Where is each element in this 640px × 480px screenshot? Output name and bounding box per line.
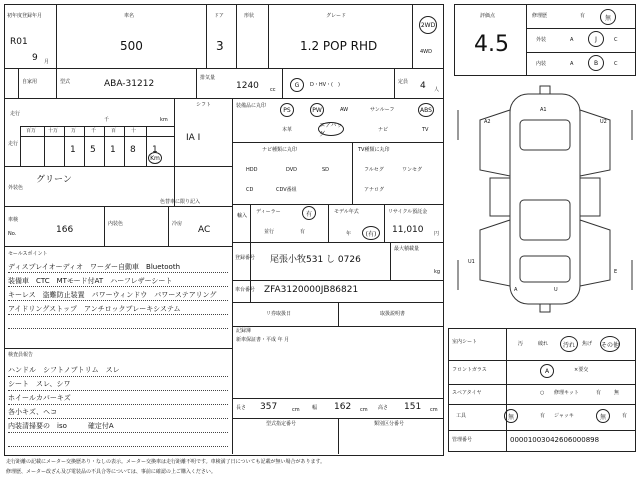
interior-label: 内装 — [536, 61, 547, 67]
color-value: グリーン — [36, 175, 72, 185]
tv-analog: アナログ — [364, 187, 385, 193]
option-line-4: アイドリングストップ アンチロックブレーキシステム — [8, 305, 181, 313]
mileage-col-3: 万 — [71, 128, 77, 134]
exterior-a: A — [570, 37, 574, 43]
year-label: 初年度登録年月 — [7, 13, 43, 19]
model-year-circle: (有) — [362, 226, 380, 240]
interior-grade: B — [588, 55, 604, 71]
chassis-label: 車台番号 — [235, 287, 256, 293]
registration-value: 尾張小牧531 し 0726 — [270, 255, 361, 265]
tools-opt-yes: 有 — [540, 413, 546, 419]
recycle-ticket: リ券取扱日 — [266, 311, 292, 317]
width: 162 — [334, 402, 352, 412]
navi-sd: SD — [322, 167, 330, 173]
defect-line-4: 各小キズ、ヘコ — [8, 408, 58, 416]
equip-abs: ABS — [418, 103, 434, 117]
displacement-label: 排気量 — [200, 75, 216, 81]
diagram-mark-u1: U1 — [468, 259, 475, 265]
equip-ps: PS — [280, 103, 294, 117]
repair-label: 修理歴 — [532, 13, 548, 19]
jack-opt-yes: 有 — [622, 413, 628, 419]
footer-line-1: 走行距離の記載にメーター交換歴あり・なしの表示。メーター交換車は走行距離不明です。車検満了日についても記載が無い場合があります。 — [6, 459, 326, 465]
mileage-col-5: 百 — [111, 128, 117, 134]
mileage-unit-km: km — [160, 117, 168, 123]
interior-color-label: 内装色 — [108, 221, 124, 227]
tools-label: 工具 — [456, 413, 467, 419]
equip-tv: TV — [422, 127, 429, 133]
mileage-unit: 千 — [104, 117, 110, 123]
mgmt-label: 管理番号 — [452, 437, 473, 443]
diagram-mark-e: E — [614, 269, 618, 275]
seat-opt-5: その他 — [600, 336, 620, 352]
mileage-title: 走行 — [10, 111, 21, 117]
aircon-label: 冷房 — [172, 221, 183, 227]
model-year-unit: 年 — [346, 231, 352, 237]
exterior-grade: J — [588, 31, 604, 47]
defect-line-5: 内装清掃要の iso 確定付A — [8, 422, 114, 430]
glass-opt-replace: ×要交 — [574, 367, 589, 373]
option-line-2: 装備車 CTC MTモード付AT ハーフレザーシート — [8, 277, 173, 285]
car-outline-icon — [454, 80, 636, 320]
defect-line-3: ホイールカバーキズ — [8, 394, 71, 402]
cc-unit: cc — [270, 87, 276, 93]
equip-leather: 本革 — [282, 127, 293, 133]
seats-unit: 人 — [434, 87, 440, 93]
equip-pw: PW — [310, 103, 324, 117]
import-label: 輸入 — [237, 213, 248, 219]
month-value: 9 — [32, 53, 38, 63]
exterior-c: C — [614, 37, 618, 43]
spare-opt-2: 修理キット — [554, 390, 579, 396]
repair-opt-yes: 有 — [580, 13, 586, 19]
weight-label: 最大積載量 — [394, 246, 420, 252]
score: 4.5 — [474, 32, 509, 57]
color-note: 色替車に限り記入 — [160, 199, 201, 205]
navi-dvd: DVD — [286, 167, 298, 173]
height-unit: cm — [430, 407, 438, 413]
diagram-mark-u: U — [554, 287, 558, 293]
spare-label: スペアタイヤ — [452, 390, 482, 396]
year-value: R01 — [10, 37, 28, 47]
exterior-label: 外装 — [536, 37, 547, 43]
fuel-gas-circle: G — [290, 78, 304, 92]
mileage-digit-5: 1 — [152, 145, 158, 155]
mileage-col-2: 十万 — [48, 128, 59, 134]
equip-sunroof: サンルーフ — [370, 107, 395, 113]
registration-label: 登録番号 — [235, 255, 256, 261]
seat-opt-4: 焦げ — [582, 341, 593, 347]
doors: 3 — [216, 39, 224, 53]
spare-opt-4: 無 — [614, 390, 620, 396]
shift-value: IA I — [186, 133, 201, 143]
tv-title: TV種類に丸印 — [358, 147, 390, 153]
cert-no: No. — [8, 231, 17, 237]
options-title: セールスポイント — [8, 251, 48, 257]
mgmt-number: 00001003042606000898 — [510, 436, 600, 444]
seats-label: 定員 — [398, 79, 409, 85]
equipment-title: 装備品に丸印 — [236, 103, 267, 109]
dealer-ari: 有 — [300, 229, 306, 235]
diagram-mark-u2: U2 — [600, 119, 607, 125]
equip-aw: AW — [340, 107, 349, 113]
length: 357 — [260, 402, 278, 412]
cert-number: 166 — [56, 225, 74, 235]
tools-opt-no: 無 — [504, 409, 518, 423]
width-label: 幅 — [312, 405, 318, 411]
spare-opt-3: 有 — [596, 390, 602, 396]
navi-cd: CD — [246, 187, 254, 193]
model: ABA-31212 — [104, 79, 155, 89]
color-label: 外装色 — [8, 185, 24, 191]
mileage-col-4: 千 — [91, 128, 97, 134]
equip-airbag: エアバッグ — [319, 122, 343, 138]
type-label: 型式指定番号 — [266, 421, 297, 427]
mileage-digit-3: 1 — [110, 145, 116, 155]
diagram-mark-a1: A1 — [540, 107, 547, 113]
manual-label: 取扱説明書 — [380, 311, 406, 317]
glass-label: フロントガラス — [452, 367, 487, 373]
fuel-other: D・HV・( ) — [310, 82, 340, 88]
model-label: 型式 — [60, 79, 71, 85]
length-unit: cm — [292, 407, 300, 413]
grade-label: グレード — [326, 13, 347, 19]
equip-navi: ナビ — [378, 127, 389, 133]
mileage-col-1: 百万 — [26, 128, 37, 134]
dealer-circle: 有 — [302, 206, 316, 220]
recycle-label: リサイクル預託金 — [388, 209, 428, 215]
interior-a: A — [570, 61, 574, 67]
car-diagram — [454, 80, 636, 320]
navi-hdd: HDD — [246, 167, 258, 173]
defects-title: 検査員報告 — [8, 352, 34, 358]
month-unit: 月 — [44, 59, 50, 65]
seat-opt-3: 汚れ — [560, 336, 578, 352]
drive-4wd: 4WD — [420, 49, 432, 55]
dealer-label: ディーラー — [256, 209, 281, 215]
chassis: ZFA3120000JB86821 — [264, 285, 359, 295]
interior-c: C — [614, 61, 618, 67]
door-label: ドア — [214, 13, 224, 19]
footer-line-2: 修理歴、メーター改ざん及び電装品の不具合等については、事前に確認の上ご購入ください。 — [6, 469, 216, 475]
cert-label: 車検 — [8, 217, 19, 223]
tv-oneseg: ワンセグ — [402, 167, 423, 173]
model-year-label: モデル年式 — [334, 209, 359, 215]
recycle-yen: 円 — [434, 231, 440, 237]
record-book-label: 記録簿 — [236, 328, 252, 334]
tv-fullseg: フルセグ — [364, 167, 384, 173]
class-label: 類別区分番号 — [374, 421, 405, 427]
navi-cdv: CDV番組 — [276, 187, 297, 193]
jack-label: ジャッキ — [554, 413, 574, 419]
seat-label: 室内シート — [452, 339, 478, 345]
grade: 1.2 POP RHD — [300, 39, 378, 53]
height-label: 高さ — [378, 405, 389, 411]
dealer-sub: 並行 — [264, 229, 275, 235]
car-name: 500 — [120, 39, 143, 53]
jack-opt-no: 無 — [596, 409, 610, 423]
car-name-label: 車名 — [124, 13, 135, 19]
seats: 4 — [420, 81, 426, 91]
aircon: AC — [198, 225, 211, 235]
mileage-digit-1: 1 — [70, 145, 76, 155]
defect-line-1: ハンドル シフトノブトリム スレ — [8, 366, 120, 374]
km-circle: Km — [148, 152, 162, 164]
seat-opt-1: 汚 — [518, 341, 524, 347]
recycle-value: 11,010 — [392, 225, 424, 235]
shift-label: シフト — [196, 102, 212, 108]
score-label: 評価点 — [480, 13, 496, 19]
mileage-digit-4: 8 — [130, 145, 136, 155]
side-label: 走行 — [8, 141, 19, 147]
spare-opt-1: ○ — [540, 390, 545, 396]
repair-opt-no: 無 — [600, 9, 616, 25]
glass-opt-a: A — [540, 364, 554, 378]
width-unit: cm — [360, 407, 368, 413]
defect-line-2: シート スレ、シワ — [8, 380, 71, 388]
height: 151 — [404, 402, 422, 412]
warranty-label: 新車保証書・平成 年 月 — [236, 337, 290, 343]
diagram-mark-a2: A2 — [484, 119, 491, 125]
mileage-col-6: 十 — [131, 128, 137, 134]
navi-title: ナビ種類に丸印 — [262, 147, 298, 153]
displacement: 1240 — [236, 81, 259, 91]
drive-2wd-circle: 2WD — [419, 16, 437, 34]
shape-label: 形状 — [244, 13, 255, 19]
option-line-3: キーレス 盗難防止装置 パワーウィンドウ パワーステアリング — [8, 291, 217, 299]
length-label: 長さ — [236, 405, 247, 411]
mileage-digit-2: 5 — [90, 145, 96, 155]
use-label: 自家用 — [22, 79, 38, 85]
weight-kg: kg — [434, 269, 441, 275]
seat-opt-2: 破れ — [538, 341, 549, 347]
diagram-mark-a: A — [514, 287, 518, 293]
option-line-1: ディスプレイオーディオ ワーダー自動車 Bluetooth — [8, 263, 181, 271]
